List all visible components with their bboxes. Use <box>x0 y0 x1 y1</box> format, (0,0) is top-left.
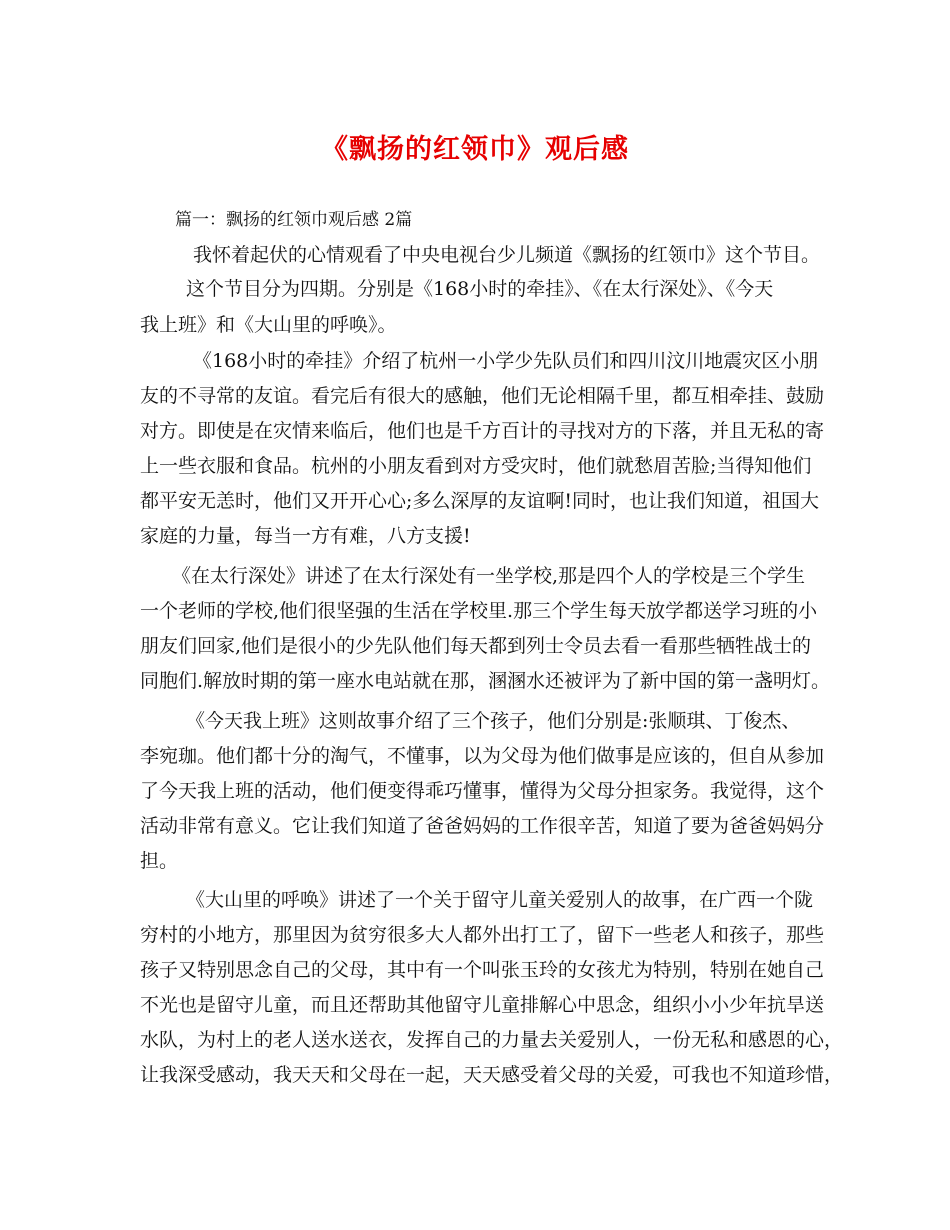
paragraph-line: 让我深受感动，我天天和父母在一起，天天感受着父母的关爱，可我也不知道珍惜， <box>140 1064 844 1086</box>
paragraph-line: 上一些衣服和食品。杭州的小朋友看到对方受灾时，他们就愁眉苦脸;当得知他们 <box>140 455 812 477</box>
paragraph-line: 《168小时的牵挂》介绍了杭州一小学少先队员们和四川汶川地震灾区小朋 <box>193 350 819 372</box>
paragraph-line: 这个节目分为四期。分别是《168小时的牵挂》、《在太行深处》、《今天 <box>186 278 774 300</box>
paragraph-line: 不光也是留守儿童，而且还帮助其他留守儿童排解心中思念，组织小小少年抗旱送 <box>140 994 825 1016</box>
section-heading: 篇一：飘扬的红领巾观后感 2篇 <box>175 210 413 230</box>
paragraph-line: 担。 <box>140 850 179 872</box>
paragraph-line: 活动非常有意义。它让我们知道了爸爸妈妈的工作很辛苦，知道了要为爸爸妈妈分 <box>140 815 825 837</box>
paragraph-line: 对方。即使是在灾情来临后，他们也是千方百计的寻找对方的下落，并且无私的寄 <box>140 420 825 442</box>
paragraph-line: 水队，为村上的老人送水送衣，发挥自己的力量去关爱别人，一份无私和感恩的心， <box>140 1029 844 1051</box>
paragraph-line: 友的不寻常的友谊。看完后有很大的感触，他们无论相隔千里，都互相牵挂、鼓励 <box>140 385 825 407</box>
paragraph-line: 我上班》和《大山里的呼唤》。 <box>140 314 397 336</box>
paragraph-line: 孩子又特别思念自己的父母，其中有一个叫张玉玲的女孩尤为特别，特别在她自己 <box>140 959 825 981</box>
paragraph-line: 朋友们回家,他们是很小的少先队他们每天都到列士令员去看一看那些牺牲战士的 <box>140 635 812 657</box>
paragraph-line: 了今天我上班的活动，他们便变得乖巧懂事，懂得为父母分担家务。我觉得，这个 <box>140 780 825 802</box>
paragraph-line: 一个老师的学校,他们很坚强的生活在学校里.那三个学生每天放学都送学习班的小 <box>140 600 818 622</box>
paragraph-line: 家庭的力量，每当一方有难，八方支援! <box>140 525 471 547</box>
paragraph-line: 《在太行深处》讲述了在太行深处有一坐学校,那是四个人的学校是三个学生 <box>172 565 806 587</box>
paragraph-line: 我怀着起伏的心情观看了中央电视台少儿频道《飘扬的红领巾》这个节目。 <box>193 244 821 266</box>
paragraph-line: 都平安无恙时，他们又开开心心;多么深厚的友谊啊!同时，也让我们知道，祖国大 <box>140 490 820 512</box>
paragraph-line: 《大山里的呼唤》讲述了一个关于留守儿童关爱别人的故事，在广西一个陇 <box>186 889 814 911</box>
paragraph-line: 穷村的小地方，那里因为贫穷很多大人都外出打工了，留下一些老人和孩子，那些 <box>140 924 825 946</box>
paragraph-line: 《今天我上班》这则故事介绍了三个孩子，他们分别是:张顺琪、丁俊杰、 <box>186 710 801 732</box>
page-title: 《飘扬的红领巾》观后感 <box>321 134 629 165</box>
paragraph-line: 同胞们.解放时期的第一座水电站就在那，溷溷水还被评为了新中国的第一盏明灯。 <box>140 670 831 692</box>
paragraph-line: 李宛珈。他们都十分的淘气，不懂事，以为父母为他们做事是应该的，但自从参加 <box>140 745 825 767</box>
